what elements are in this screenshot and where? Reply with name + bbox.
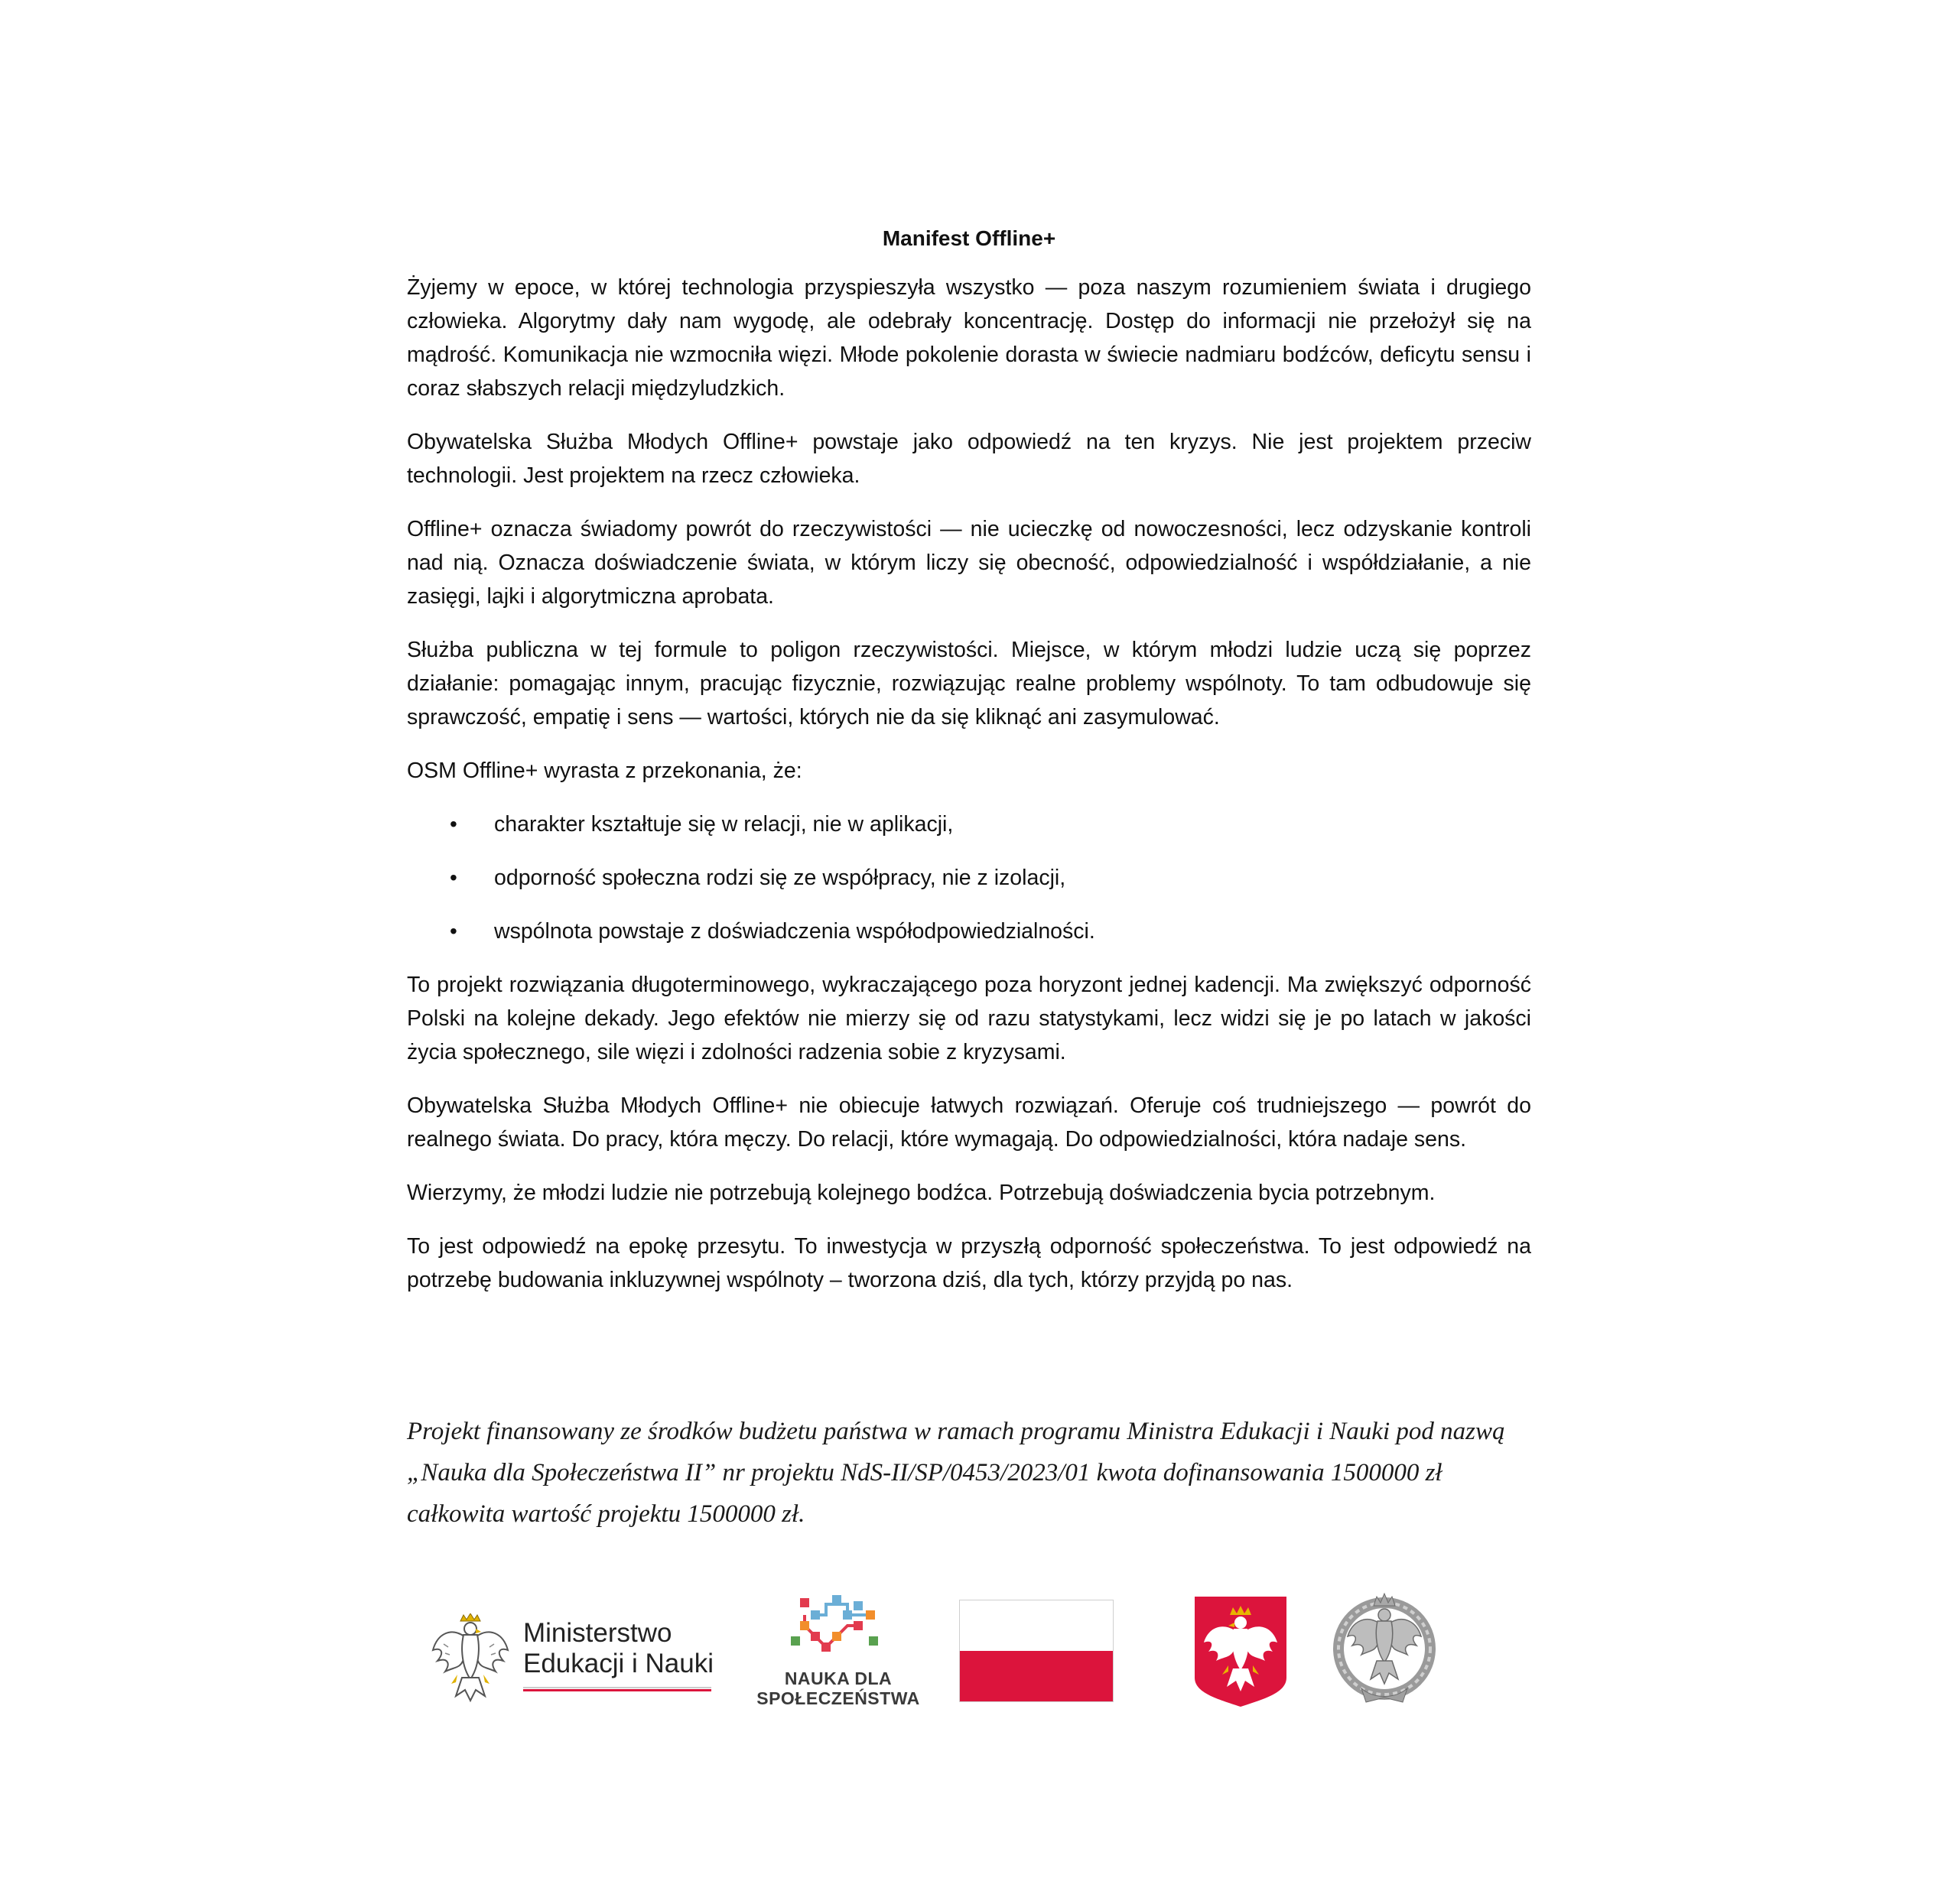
white-eagle-emblem-icon [430,1613,511,1704]
bullet-list [407,807,1531,948]
mein-name: Ministerstwo Edukacji i Nauki [523,1618,714,1678]
list-item-text: charakter kształtuje się w relacji, nie w aplikacji, [494,812,954,837]
bullet-icon: • [450,919,457,943]
logo-strip [0,1583,1958,1713]
bullet-icon: • [450,812,457,836]
nauka-name: NAUKA DLA SPOŁECZEŃSTWA [756,1668,920,1708]
list-item [407,915,1531,948]
mein-logo [430,1613,720,1698]
military-eagle-badge-icon [1331,1587,1438,1708]
paragraph: To projekt rozwiązania długoterminowego, wykraczającego poza horyzont jednej kadencji. Ma zwiększyć odporność Polski na kolejne dekady. Jego efektów nie mierzy się od razu statystykami, lecz widzi się je po latach w jakości życia społecznego, sile więzi i zdolności radzenia sobie z kryzysami. [407,973,1531,1064]
flag-white-band [960,1600,1113,1651]
list-item [407,861,1531,895]
paragraph: Obywatelska Służba Młodych Offline+ nie obiecuje łatwych rozwiązań. Oferuje coś trudniejszego — powrót do realnego świata. Do pracy, która męczy. Do relacji, które wymagają. Do odpowiedzialności, która nadaje sens. [407,1093,1531,1152]
document-title: Manifest Offline+ [882,226,1056,250]
list-item [407,807,1531,841]
paragraph: Żyjemy w epoce, w której technologia przyspieszyła wszystko — poza naszym rozumieniem świata i drugiego człowieka. Algorytmy dały nam wygodę, ale odebrały koncentrację. Dostęp do informacji nie przełożył się na mądrość. Komunikacja nie wzmocniła więzi. Młode pokolenie dorasta w świecie nadmiaru bodźców, deficytu sensu i coraz słabszych relacji międzyludzkich. [407,275,1531,401]
polish-coat-of-arms-icon [1193,1595,1288,1708]
paragraph: OSM Offline+ wyrasta z przekonania, że: [407,759,802,783]
paragraph: To jest odpowiedź na epokę przesytu. To inwestycja w przyszłą odporność społeczeństwa. To jest odpowiedź na potrzebę budowania inkluzywnej wspólnoty – tworzona dziś, dla tych, którzy przyjdą po nas. [407,1234,1531,1292]
document-body [407,223,1531,1317]
funding-note: Projekt finansowany ze środków budżetu państwa w ramach programu Ministra Edukacji i Nauki pod nazwą „Nauka dla Społeczeństwa II” nr projektu NdS-II/SP/0453/2023/01 kwota dofinansowania 1500000 zł całkowita wartość projektu 1500000 zł. [407,1418,1505,1528]
paragraph: Służba publiczna w tej formule to poligon rzeczywistości. Miejsce, w którym młodzi ludzie uczą się poprzez działanie: pomagając innym, pracując fizycznie, rozwiązując realne problemy wspólnoty. To tam odbudowuje się sprawczość, empatię i sens — wartości, których nie da się kliknąć ani zasymulować. [407,638,1531,729]
bullet-icon: • [450,866,457,889]
list-item-text: odporność społeczna rodzi się ze współpracy, nie z izolacji, [494,866,1066,890]
polish-flag-icon [959,1600,1114,1702]
paragraph: Wierzymy, że młodzi ludzie nie potrzebują kolejnego bodźca. Potrzebują doświadczenia bycia potrzebnym. [407,1181,1436,1205]
paragraph: Obywatelska Służba Młodych Offline+ powstaje jako odpowiedź na ten kryzys. Nie jest projektem przeciw technologii. Jest projektem na rzecz człowieka. [407,430,1531,488]
list-item-text: wspólnota powstaje z doświadczenia współodpowiedzialności. [494,919,1095,944]
flag-red-band [960,1651,1113,1701]
mein-flag-bar [523,1687,711,1691]
network-nodes-logo-icon [746,1589,930,1665]
paragraph: Offline+ oznacza świadomy powrót do rzeczywistości — nie ucieczkę od nowoczesności, lecz odzyskanie kontroli nad nią. Oznacza doświadczenie świata, w którym liczy się obecność, odpowiedzialność i współdziałanie, a nie zasięgi, lajki i algorytmiczna aprobata. [407,517,1531,609]
nauka-logo [746,1589,930,1711]
